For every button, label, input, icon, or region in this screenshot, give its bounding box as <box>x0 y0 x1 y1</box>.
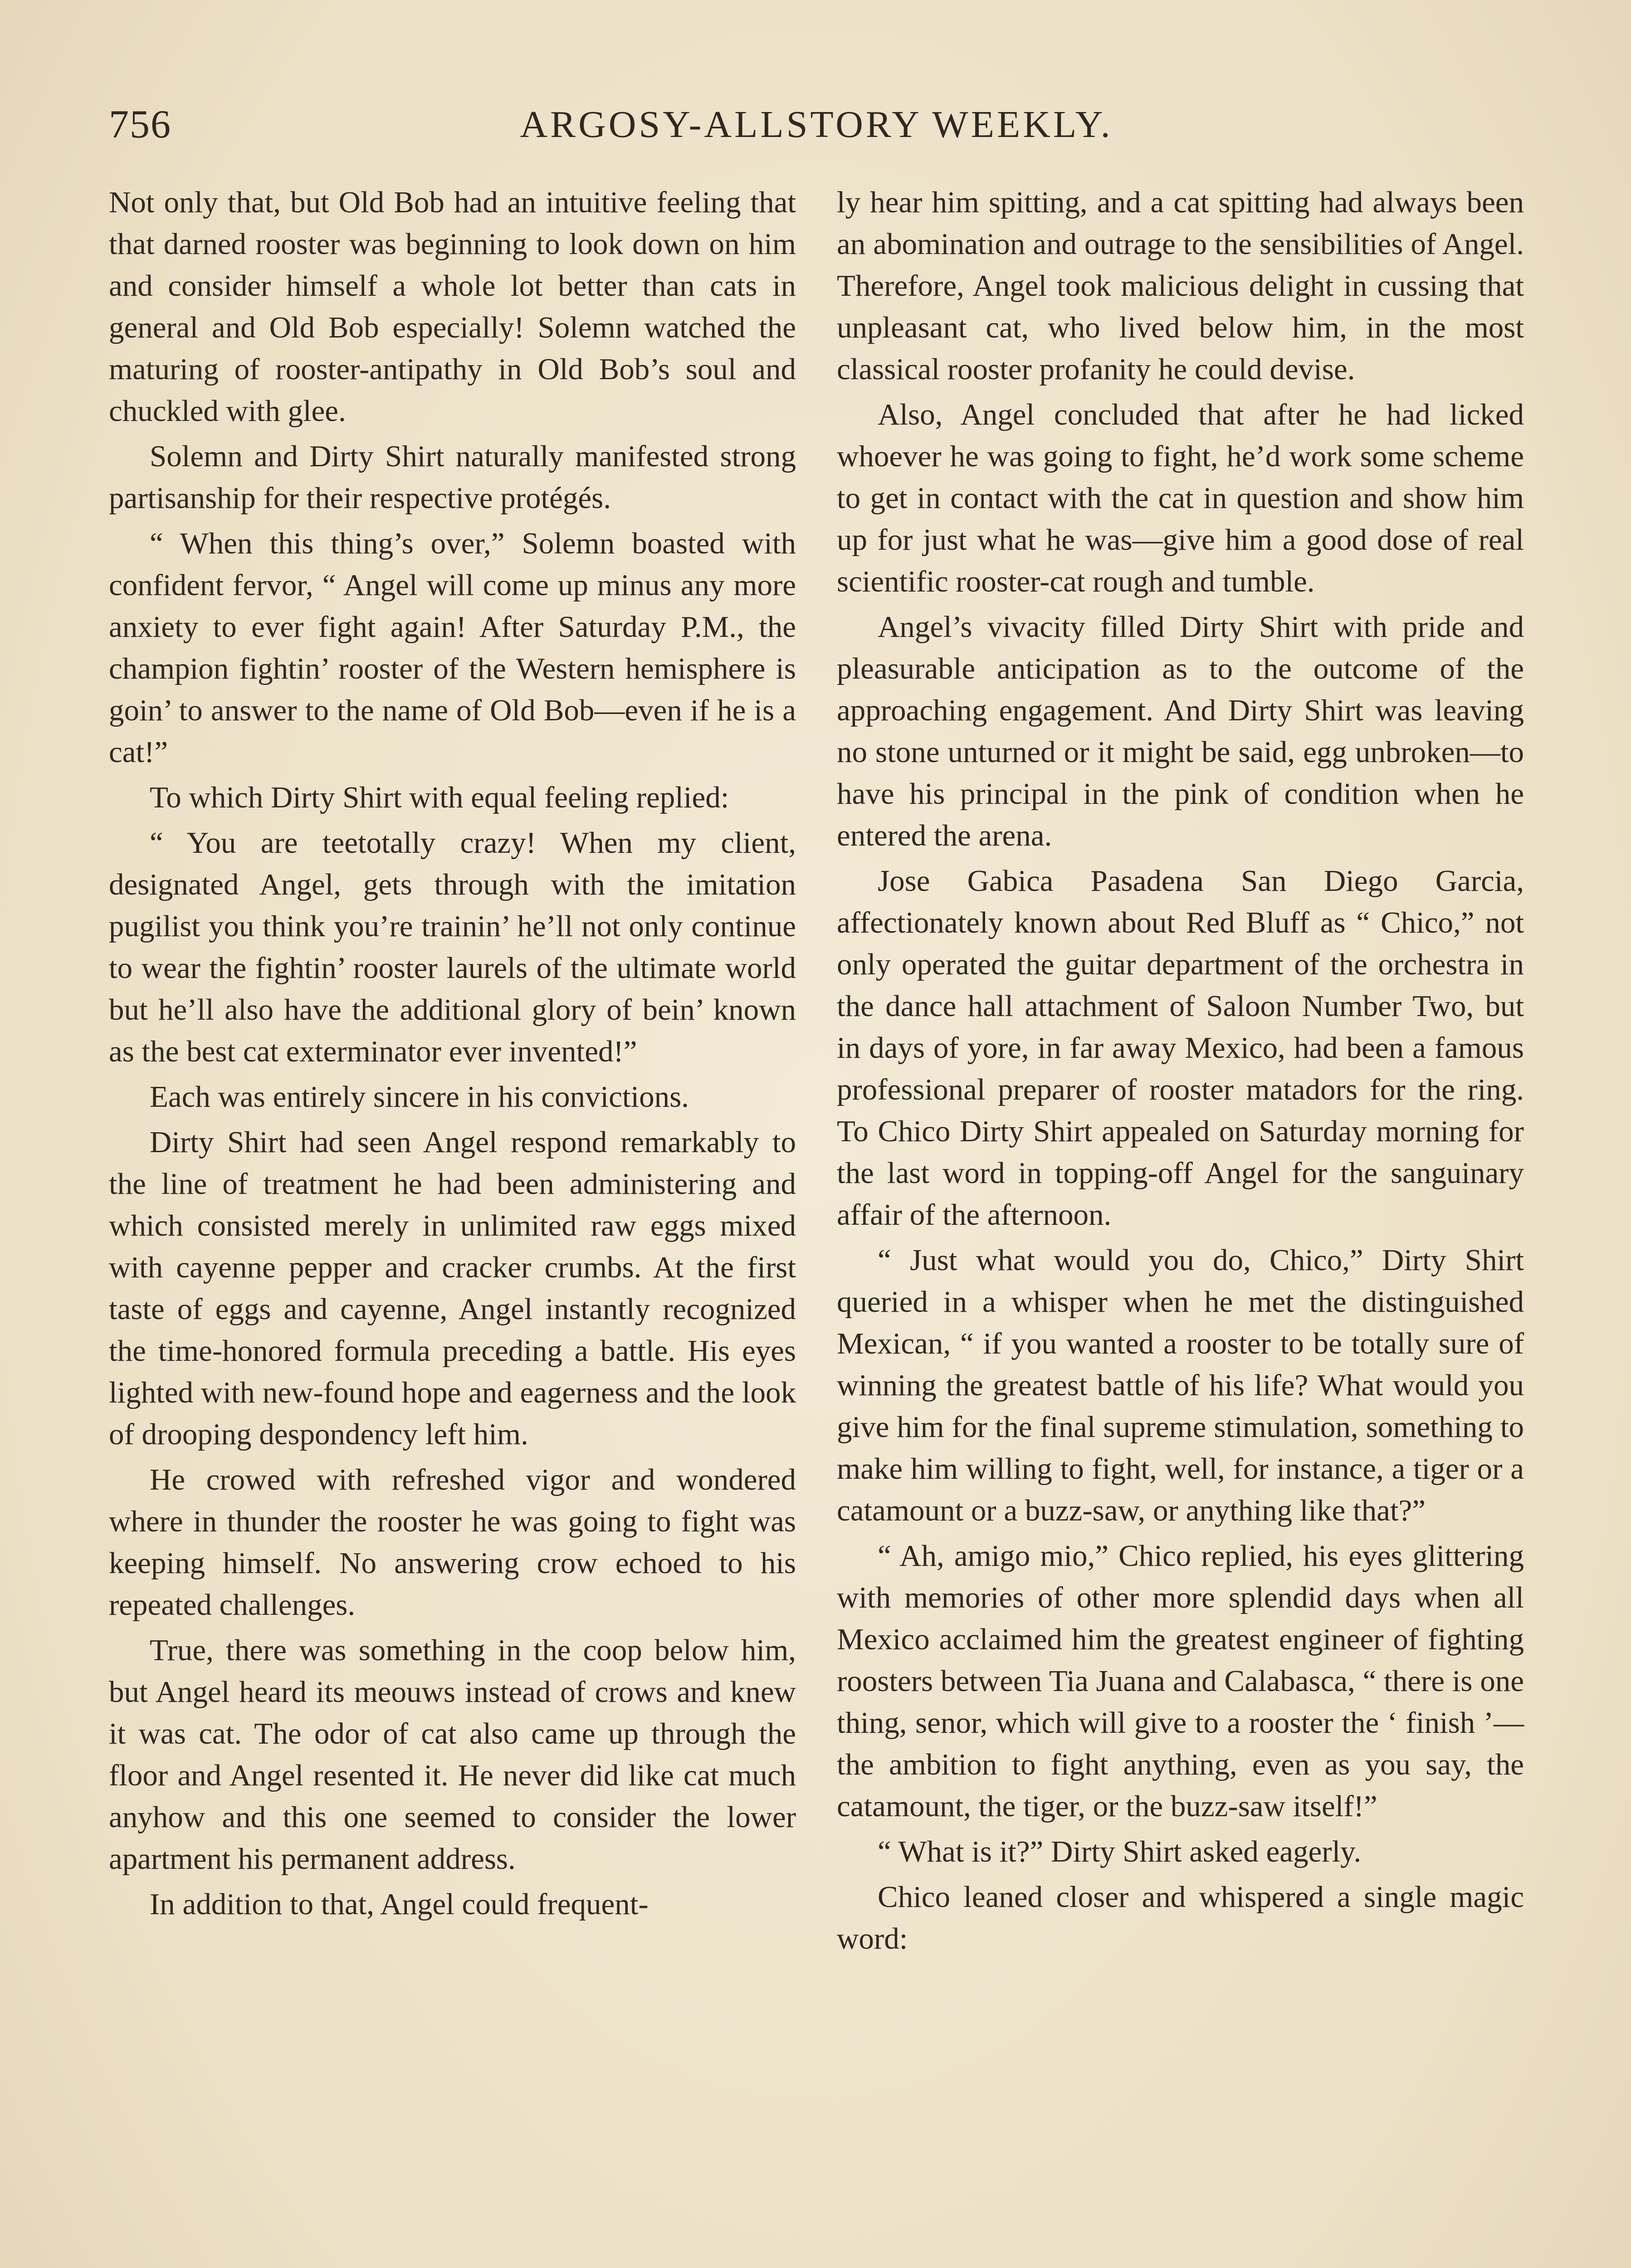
paragraph: Each was entirely sincere in his convictions. <box>150 1080 689 1114</box>
running-title: ARGOSY-ALLSTORY WEEKLY. <box>520 103 1113 146</box>
paragraph: “ You are teetotally crazy! When my client, designated Angel, gets through with the imitation pugilist you think you’re trainin’ he’ll not only continue to wear the fightin’ rooster laurels of the ultimate world but he’ll also have the additional glory of bein’ known as the best cat exterminator ever invented!” <box>109 826 796 1068</box>
paragraph: “ Just what would you do, Chico,” Dirty Shirt queried in a whisper when he met the distinguished Mexican, “ if you wanted a rooster to be totally sure of winning the greatest battle of his life? What would you give him for the final supreme stimulation, something to make him willing to fight, well, for instance, a tiger or a catamount or a buzz-saw, or anything like that?” <box>837 1243 1524 1527</box>
page-number: 756 <box>109 103 171 147</box>
right-column <box>837 181 1524 1960</box>
paragraph: Angel’s vivacity filled Dirty Shirt with pride and pleasurable anticipation as to the outcome of the approaching engagement. And Dirty Shirt was leaving no stone unturned or it might be said, egg unbroken—to have his principal in the pink of condition when he entered the arena. <box>837 610 1524 852</box>
paragraph: He crowed with refreshed vigor and wondered where in thunder the rooster he was going to fight was keeping himself. No answering crow echoed to his repeated challenges. <box>109 1463 796 1622</box>
paragraph: “ What is it?” Dirty Shirt asked eagerly. <box>878 1835 1362 1868</box>
paragraph: Not only that, but Old Bob had an intuitive feeling that that darned rooster was beginning to look down on him and consider himself a whole lot better than cats in general and Old Bob especially! Solemn watched the maturing of rooster-antipathy in Old Bob’s soul and chuckled with glee. <box>109 186 796 428</box>
paragraph: ly hear him spitting, and a cat spitting had always been an abomination and outrage to the sensibilities of Angel. Therefore, Angel took malicious delight in cussing that unpleasant cat, who lived below him, in the most classical rooster profanity he could devise. <box>837 186 1524 386</box>
paragraph: To which Dirty Shirt with equal feeling replied: <box>150 781 729 814</box>
paragraph: True, there was something in the coop below him, but Angel heard its meouws instead of crows and knew it was cat. The odor of cat also came up through the floor and Angel resented it. He never did like cat much anyhow and this one seemed to consider the lower apartment his permanent address. <box>109 1633 796 1876</box>
paragraph: Chico leaned closer and whispered a single magic word: <box>837 1880 1524 1955</box>
left-column <box>109 181 796 1925</box>
paragraph: Jose Gabica Pasadena San Diego Garcia, affectionately known about Red Bluff as “ Chico,” not only operated the guitar department of the orchestra in the dance hall attachment of Saloon Number Two, but in days of yore, in far away Mexico, had been a famous professional preparer of rooster matadors for the ring. To Chico Dirty Shirt appealed on Saturday morning for the last word in topping-off Angel for the sanguinary affair of the afternoon. <box>837 864 1524 1232</box>
page-header <box>109 100 1524 150</box>
paragraph: Dirty Shirt had seen Angel respond remarkably to the line of treatment he had been administering and which consisted merely in unlimited raw eggs mixed with cayenne pepper and cracker crumbs. At the first taste of eggs and cayenne, Angel instantly recognized the time-honored formula preceding a battle. His eyes lighted with new-found hope and eagerness and the look of drooping despondency left him. <box>109 1125 796 1451</box>
paragraph: Also, Angel concluded that after he had licked whoever he was going to fight, he’d work some scheme to get in contact with the cat in question and show him up for just what he was—give him a good dose of real scientific rooster-cat rough and tumble. <box>837 398 1524 598</box>
paragraph: “ Ah, amigo mio,” Chico replied, his eyes glittering with memories of other more splendid days when all Mexico acclaimed him the greatest engineer of fighting roosters between Tia Juana and Calabasca, “ there is one thing, senor, which will give to a rooster the ‘ finish ’—the ambition to fight anything, even as you say, the catamount, the tiger, or the buzz-saw itself!” <box>837 1539 1524 1823</box>
paragraph: In addition to that, Angel could frequent- <box>150 1887 649 1921</box>
paragraph: Solemn and Dirty Shirt naturally manifested strong partisanship for their respective protégés. <box>109 440 796 515</box>
paragraph: “ When this thing’s over,” Solemn boasted with confident fervor, “ Angel will come up minus any more anxiety to ever fight again! After Saturday P.M., the champion fightin’ rooster of the Western hemisphere is goin’ to answer to the name of Old Bob—even if he is a cat!” <box>109 527 796 769</box>
